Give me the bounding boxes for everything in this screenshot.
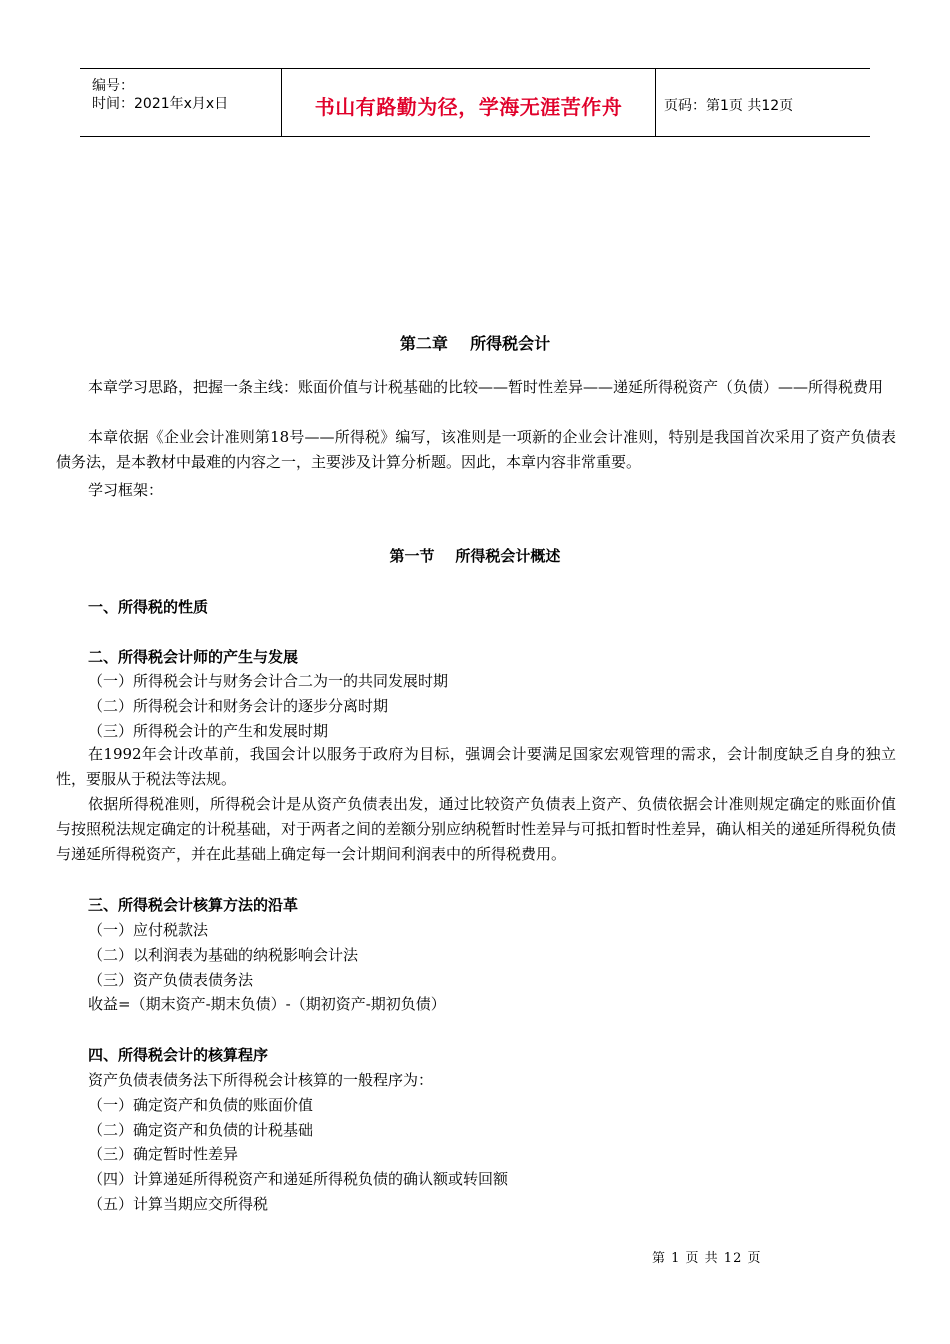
header-motto-cell	[282, 69, 656, 136]
header-table	[80, 68, 870, 137]
header-page-cell	[656, 69, 870, 136]
list-item: （三）所得税会计的产生和发展时期	[88, 722, 329, 740]
header-info-cell	[80, 69, 282, 136]
list-item: （三）资产负债表债务法	[88, 971, 254, 989]
list-item: （四）计算递延所得税资产和递延所得税负债的确认额或转回额	[88, 1170, 509, 1188]
heading-2: 二、所得税会计师的产生与发展	[88, 648, 299, 666]
chapter-title: 第二章 所得税会计	[399, 334, 551, 353]
formula: 收益=（期末资产-期末负债）-（期初资产-期初负债）	[88, 995, 446, 1013]
section-title: 第一节 所得税会计概述	[389, 547, 561, 565]
intro-framework-label: 学习框架：	[88, 481, 164, 499]
list-item: （一）所得税会计与财务会计合二为一的共同发展时期	[88, 672, 449, 690]
heading-3: 三、所得税会计核算方法的沿革	[88, 896, 299, 914]
list-item: （二）确定资产和负债的计税基础	[88, 1121, 314, 1139]
list-item: （一）应付税款法	[88, 921, 209, 939]
time-label: 时间：2021年x月x日	[92, 96, 229, 112]
list-item: （三）确定暂时性差异	[88, 1145, 239, 1163]
list-item: （二）以利润表为基础的纳税影响会计法	[88, 946, 359, 964]
intro-paragraph-2: 本章依据《企业会计准则第18号——所得税》编写，该准则是一项新的企业会计准则，特别是我国首次采用了资产负债表债务法，是本教材中最难的内容之一，主要涉及计算分析题。因此，本章内容非常重要。	[56, 428, 896, 471]
motto: 书山有路勤为径，学海无涯苦作舟	[314, 95, 623, 119]
page-footer: 第 1 页 共 12 页	[652, 1251, 762, 1266]
list-item: （二）所得税会计和财务会计的逐步分离时期	[88, 697, 389, 715]
number-label: 编号：	[92, 78, 134, 94]
heading-1: 一、所得税的性质	[88, 598, 209, 616]
intro-paragraph-1: 本章学习思路，把握一条主线：账面价值与计税基础的比较——暂时性差异——递延所得税资产（负债）——所得税费用	[88, 378, 884, 396]
body-paragraph: 在1992年会计改革前，我国会计以服务于政府为目标，强调会计要满足国家宏观管理的需求，会计制度缺乏自身的独立性，要服从于税法等法规。	[56, 745, 896, 788]
page-label: 页码：第1页 共12页	[664, 98, 794, 114]
list-item: （五）计算当期应交所得税	[88, 1195, 269, 1213]
body-paragraph: 依据所得税准则，所得税会计是从资产负债表出发，通过比较资产负债表上资产、负债依据会计准则规定确定的账面价值与按照税法规定确定的计税基础，对于两者之间的差额分别应纳税暂时性差异与可抵扣暂时性差异，确认相关的递延所得税负债与递延所得税资产，并在此基础上确定每一会计期间利润表中的所得税费用。	[56, 795, 897, 863]
lead-text: 资产负债表债务法下所得税会计核算的一般程序为：	[88, 1071, 434, 1089]
list-item: （一）确定资产和负债的账面价值	[88, 1096, 314, 1114]
heading-4: 四、所得税会计的核算程序	[88, 1046, 269, 1064]
